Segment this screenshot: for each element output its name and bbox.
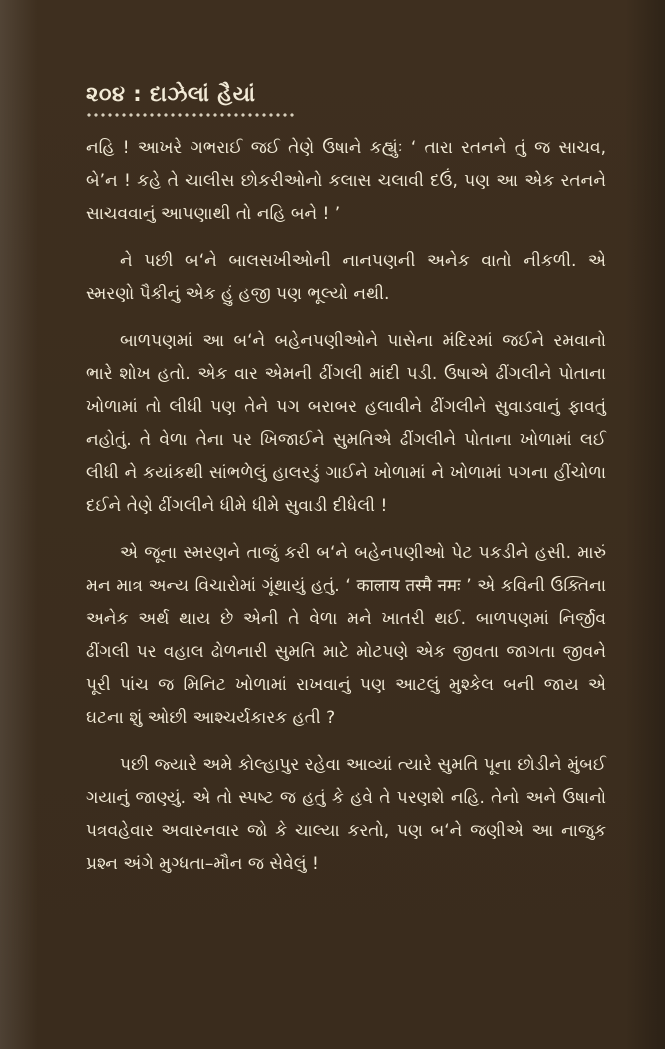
header-dotted-rule	[86, 112, 296, 118]
running-header: ૨૦૪ : દાઝેલાં હૈયાં	[86, 82, 256, 106]
page-body	[86, 132, 606, 895]
paragraph-5: પછી જ્યારે અમે કોલ્હાપુર રહેવા આવ્યાં ત્યારે સુમતિ પૂના છોડીને મુંબઈ ગયાનું જાણ્યું. એ તો સ્પષ્ટ જ હતું કે હવે તે પરણશે નહિ. તેનો અને ઉષાનો પત્રવહેવાર અવારનવાર જો કે ચાલ્યા કરતો, પણ બ‘ને જણીએ આ નાજુક પ્રશ્ન અંગે મુગ્ધતા–મૌન જ સેવેલું !	[86, 755, 606, 874]
paragraph-1: નહિ ! આખરે ગભરાઈ જઈ તેણે ઉષાને કહ્યુંઃ ‘ તારા રતનને તું જ સાચવ, બે’ન ! કહે તે ચાલીસ છોકરીઓનો કલાસ ચલાવી દઉં, પણ આ એક રતનને સાચવવાનું આપણાથી તો નહિ બને ! ’	[86, 138, 606, 224]
paragraph-4: એ જૂના સ્મરણને તાજું કરી બ‘ને બહેનપણીઓ પેટ પકડીને હસી. મારું મન માત્ર અન્ય વિચારોમાં ગૂંથાયું હતું. ‘ कालाय तस्मै नमः ’ એ કવિની ઉક્તિના અનેક અર્થ થાય છે એની તે વેળા મને ખાતરી થઈ. બાળપણમાં નિર્જીવ ઢીંગલી પર વહાલ ઢોળનારી સુમતિ માટે મોટપણે એક જીવતા જાગતા જીવને પૂરી પાંચ જ મિનિટ ખોળામાં રાખવાનું પણ આટલું મુશ્કેલ બની જાય એ ઘટના શું ઓછી આશ્ચર્યકારક હતી ?	[86, 543, 606, 728]
paragraph-2: ને પછી બ‘ને બાલસખીઓની નાનપણની અનેક વાતો નીકળી. એ સ્મરણો પૈકીનું એક હું હજી પણ ભૂલ્યો નથી.	[86, 251, 606, 304]
paragraph-3: બાળપણમાં આ બ‘ને બહેનપણીઓને પાસેના મંદિરમાં જઈને રમવાનો ભારે શોખ હતો. એક વાર એમની ઢીંગલી માંદી પડી. ઉષાએ ઢીંગલીને પોતાના ખોળામાં તો લીધી પણ તેને પગ બરાબર હલાવીને ઢીંગલીને સુવાડવાનું ફાવતું નહોતું. તે વેળા તેના પર ખિજાઈને સુમતિએ ઢીંગલીને પોતાના ખોળામાં લઈ લીધી ને કયાંકથી સાંભળેલું હાલરડું ગાઈને ખોળામાં ને ખોળામાં પગના હીંચોળા દઈને તેણે ઢીંગલીને ધીમે ધીમે સુવાડી દીધેલી !	[86, 331, 606, 516]
